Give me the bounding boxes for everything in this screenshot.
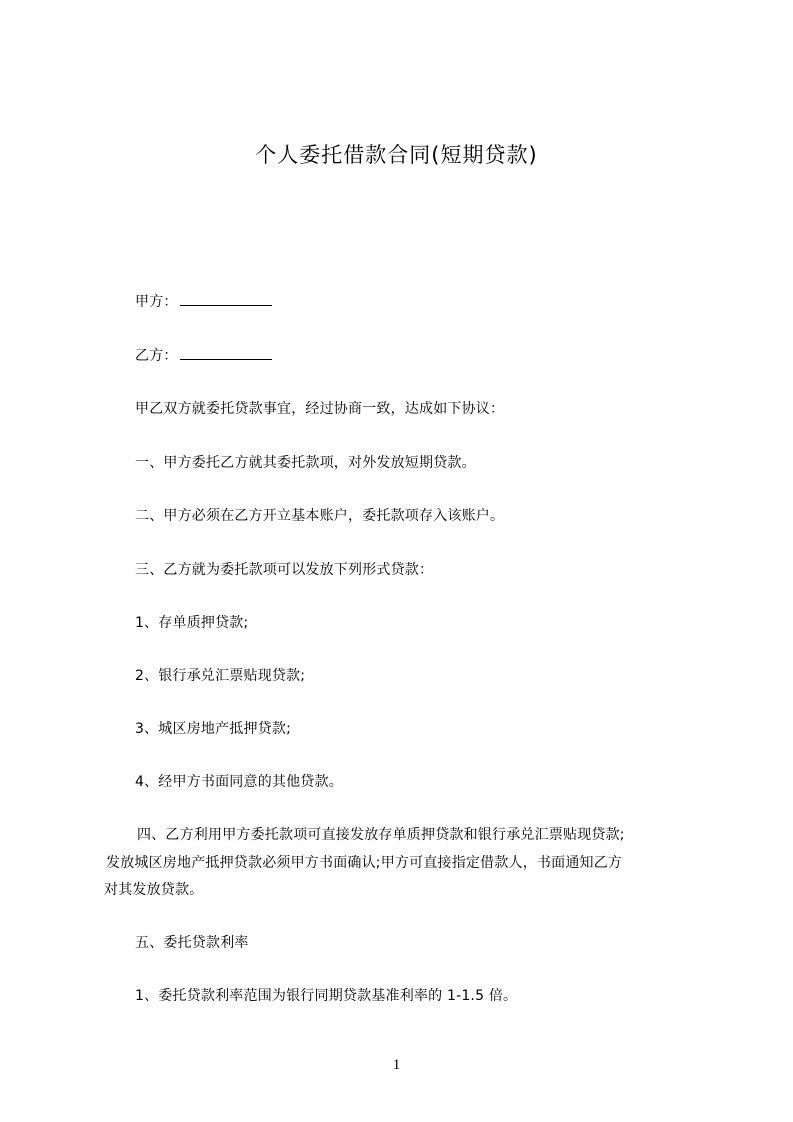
clause-1: 一、甲方委托乙方就其委托款项，对外发放短期贷款。: [135, 455, 476, 471]
party-a-blank: [180, 291, 272, 306]
clause-4-line-3: 对其发放贷款。: [104, 882, 204, 898]
clause-5: 五、委托贷款利率: [135, 935, 249, 951]
clause-3: 三、乙方就为委托款项可以发放下列形式贷款：: [135, 562, 434, 578]
clause-4-line-1: 四、乙方利用甲方委托款项可直接发放存单质押贷款和银行承兑汇票贴现贷款;: [137, 827, 625, 843]
clause-4-line-2: 发放城区房地产抵押贷款必须甲方书面确认;甲方可直接指定借款人，书面通知乙方: [106, 855, 623, 871]
party-b-blank: [180, 345, 272, 360]
clause-3-item-3: 3、城区房地产抵押贷款;: [135, 721, 292, 737]
party-b-label: 乙方：: [135, 348, 178, 364]
document-title: 个人委托借款合同(短期贷款): [255, 143, 538, 167]
clause-3-item-4: 4、经甲方书面同意的其他贷款。: [135, 774, 343, 790]
party-b-line: [135, 345, 272, 366]
intro-paragraph: 甲乙双方就委托贷款事宜，经过协商一致，达成如下协议：: [135, 401, 505, 417]
clause-3-item-1: 1、存单质押贷款;: [135, 615, 249, 631]
party-a-label: 甲方：: [135, 294, 178, 310]
clause-3-item-2: 2、银行承兑汇票贴现贷款;: [135, 668, 306, 684]
party-a-line: [135, 291, 272, 312]
page-number: 1: [392, 1057, 401, 1073]
clause-5-item-1: 1、委托贷款利率范围为银行同期贷款基准利率的 1-1.5 倍。: [135, 988, 518, 1004]
clause-2: 二、甲方必须在乙方开立基本账户，委托款项存入该账户。: [135, 508, 505, 524]
